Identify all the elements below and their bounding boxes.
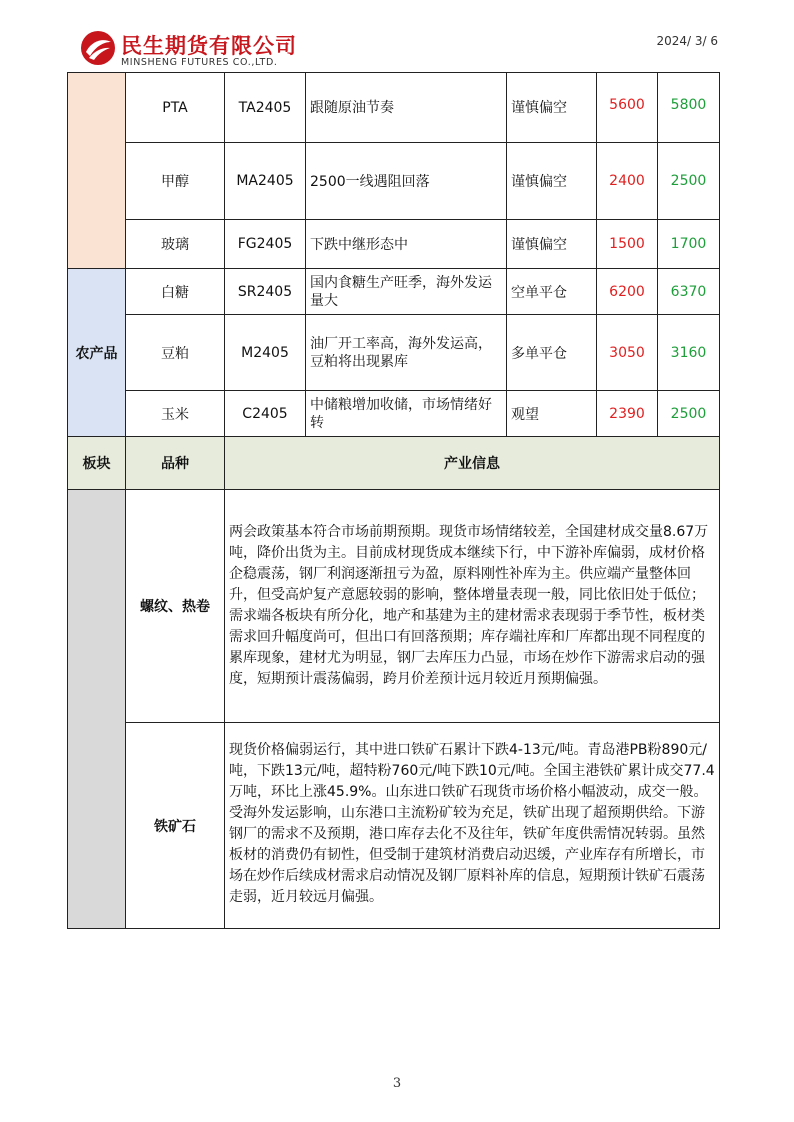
table-row <box>68 269 720 315</box>
variety-cell: 螺纹、热卷 <box>126 490 225 723</box>
contract-cell: MA2405 <box>225 143 306 220</box>
variety-cell: 甲醇 <box>126 143 225 220</box>
table-row <box>68 143 720 220</box>
resistance-price-cell: 1700 <box>658 220 720 269</box>
support-price-cell: 1500 <box>597 220 658 269</box>
industry-info-text: 两会政策基本符合市场前期预期。现货市场情绪较差，全国建材成交量8.67万吨，降价出货为主。目前成材现货成本继续下行，中下游补库偏弱，成材价格企稳震荡，钢厂利润逐渐扭亏为盈，原料刚性补库为主。供应端产量整体回升，但受高炉复产意愿较弱的影响，整体增量表现一般，同比依旧处于低位；需求端各板块有所分化，地产和基建为主的建材需求表现弱于季节性，板材类需求回升幅度尚可，但出口有回落预期；库存端社库和厂库都出现不同程度的累库现象，建材尤为明显，钢厂去库压力凸显，市场在炒作下游需求启动的强度，短期预计震荡偏弱，跨月价差预计远月较近月预期偏强。 <box>225 490 720 723</box>
table-row <box>68 723 720 929</box>
variety-cell: 玻璃 <box>126 220 225 269</box>
table-row <box>68 391 720 437</box>
view-cell: 多单平仓 <box>507 315 597 391</box>
category-cell-black <box>68 490 126 929</box>
variety-cell: 铁矿石 <box>126 723 225 929</box>
page-number: 3 <box>392 1076 402 1091</box>
column-header-variety: 品种 <box>126 437 225 490</box>
strategy-table <box>67 72 720 437</box>
table-row <box>68 220 720 269</box>
view-cell: 谨慎偏空 <box>507 220 597 269</box>
resistance-price-cell: 2500 <box>658 143 720 220</box>
report-date: 2024/ 3/ 6 <box>656 34 718 48</box>
support-price-cell: 5600 <box>597 73 658 143</box>
resistance-price-cell: 6370 <box>658 269 720 315</box>
category-cell-energy <box>68 73 126 269</box>
view-cell: 观望 <box>507 391 597 437</box>
industry-info-table <box>67 436 720 929</box>
minsheng-logo-icon <box>80 30 116 66</box>
resistance-price-cell: 5800 <box>658 73 720 143</box>
table-row <box>68 315 720 391</box>
company-name-en: MINSHENG FUTURES CO.,LTD. <box>121 57 278 68</box>
column-header-info: 产业信息 <box>225 437 720 490</box>
support-price-cell: 6200 <box>597 269 658 315</box>
view-cell: 空单平仓 <box>507 269 597 315</box>
logic-cell: 中储粮增加收储，市场情绪好转 <box>306 391 507 437</box>
table-header-row <box>68 437 720 490</box>
category-cell-agri: 农产品 <box>68 269 126 437</box>
table-row <box>68 73 720 143</box>
variety-cell: 玉米 <box>126 391 225 437</box>
contract-cell: FG2405 <box>225 220 306 269</box>
column-header-sector: 板块 <box>68 437 126 490</box>
view-cell: 谨慎偏空 <box>507 73 597 143</box>
variety-cell: 豆粕 <box>126 315 225 391</box>
support-price-cell: 2400 <box>597 143 658 220</box>
contract-cell: C2405 <box>225 391 306 437</box>
logic-cell: 油厂开工率高，海外发运高，豆粕将出现累库 <box>306 315 507 391</box>
support-price-cell: 2390 <box>597 391 658 437</box>
logic-cell: 跟随原油节奏 <box>306 73 507 143</box>
page-header <box>76 26 720 74</box>
contract-cell: SR2405 <box>225 269 306 315</box>
company-name-cn: 民生期货有限公司 <box>121 34 297 58</box>
industry-info-text: 现货价格偏弱运行，其中进口铁矿石累计下跌4-13元/吨。青岛港PB粉890元/吨，下跌13元/吨，超特粉760元/吨下跌10元/吨。全国主港铁矿累计成交77.4万吨，环比上涨45.9%。山东进口铁矿石现货市场价格小幅波动，成交一般。受海外发运影响，山东港口主流粉矿较为充足，铁矿出现了超预期供给。下游钢厂的需求不及预期，港口库存去化不及往年，铁矿年度供需情况转弱。虽然板材的消费仍有韧性，但受制于建筑材消费启动迟缓，产业库存有所增长，市场在炒作后续成材需求启动情况及钢厂原料补库的信息，短期预计铁矿石震荡走弱，近月较远月偏强。 <box>225 723 720 929</box>
logic-cell: 下跌中继形态中 <box>306 220 507 269</box>
view-cell: 谨慎偏空 <box>507 143 597 220</box>
resistance-price-cell: 2500 <box>658 391 720 437</box>
variety-cell: 白糖 <box>126 269 225 315</box>
logic-cell: 国内食糖生产旺季，海外发运量大 <box>306 269 507 315</box>
contract-cell: M2405 <box>225 315 306 391</box>
logic-cell: 2500一线遇阻回落 <box>306 143 507 220</box>
contract-cell: TA2405 <box>225 73 306 143</box>
support-price-cell: 3050 <box>597 315 658 391</box>
table-row <box>68 490 720 723</box>
resistance-price-cell: 3160 <box>658 315 720 391</box>
variety-cell: PTA <box>126 73 225 143</box>
